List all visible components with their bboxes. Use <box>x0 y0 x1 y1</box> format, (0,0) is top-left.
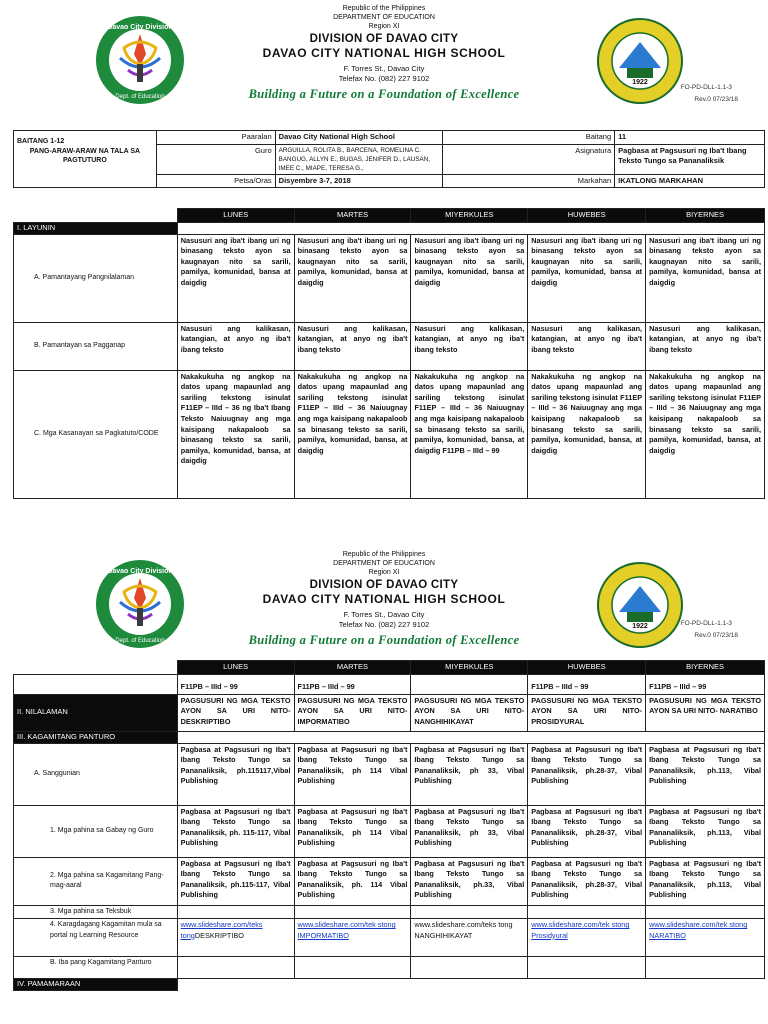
motto-text: Building a Future on a Foundation of Excellence <box>248 633 520 647</box>
nilalaman-cell: PAGSUSURI NG MGA TEKSTO AYON SA URI NITO- DESKRIPTIBO <box>177 694 294 731</box>
nilalaman-cell: PAGSUSURI NG MGA TEKSTO AYON SA URI NITO-IMPORMATIBO <box>294 694 411 731</box>
division-title: DIVISION OF DAVAO CITY <box>309 579 459 591</box>
nilalaman-cell: PAGSUSURI NG MGA TEKSTO AYON SA URI NITO-PROSIDYURAL <box>528 694 646 731</box>
svg-text:1922: 1922 <box>632 623 648 630</box>
svg-text:Davao City Division: Davao City Division <box>107 24 173 31</box>
svg-text:Davao City Division: Davao City Division <box>107 568 173 575</box>
document-page-2 <box>0 548 768 1024</box>
document-title <box>14 131 157 188</box>
table-cell <box>177 905 294 919</box>
row-label-karagdagang-kagamitan: 4. Karagdagang Kagamitan mula sa portal ng Learning Resource <box>14 919 178 957</box>
table-cell: Nasusuri ang kalikasan, katangian, at anyo ng iba't ibang teksto <box>177 322 294 370</box>
resource-link[interactable]: www.slideshare.com/tek stong IMPORMATIBO <box>297 920 396 940</box>
section-layunin: I. LAYUNIN <box>14 222 178 234</box>
baitang-label: Baitang <box>443 131 615 145</box>
table-row <box>14 957 765 979</box>
table-cell: Nasusuri ang kalikasan, katangian, at anyo ng iba't ibang teksto <box>646 322 765 370</box>
school-seal-icon <box>597 562 683 648</box>
row-label-teksbuk: 3. Mga pahina sa Teksbuk <box>14 905 178 919</box>
republic-text: Republic of the Philippines <box>342 551 426 558</box>
table-cell <box>646 919 765 957</box>
revision-code: Rev.0 07/23/18 <box>694 632 738 639</box>
section-pamamaraan-fill <box>177 979 764 991</box>
table-row <box>14 674 765 694</box>
lesson-table-page-2 <box>13 660 765 991</box>
table-cell: Pagbasa at Pagsusuri ng Iba't Ibang Teksto Tungo sa Pananaliksik, ph 33, Vibal Publishing <box>411 805 528 857</box>
table-cell: Pagbasa at Pagsusuri ng Iba't Ibang Teksto Tungo sa Pananaliksik, ph.115117,Vibal Publishing <box>177 743 294 805</box>
asignatura-label: Asignatura <box>443 144 615 174</box>
school-title: DAVAO CITY NATIONAL HIGH SCHOOL <box>262 592 506 606</box>
table-cell <box>294 905 411 919</box>
table-cell <box>528 919 646 957</box>
table-cell: Pagbasa at Pagsusuri ng Iba't Ibang Teksto Tungo sa Pananaliksik, ph 33, Vibal Publishing <box>411 743 528 805</box>
region-text: Region XI <box>368 23 400 30</box>
table-cell <box>646 957 765 979</box>
guro-label: Guro <box>156 144 275 174</box>
markahan-label: Markahan <box>443 174 615 188</box>
table-cell <box>528 957 646 979</box>
table-row <box>14 857 765 905</box>
section-nilalaman: II. NILALAMAN <box>14 694 178 731</box>
resource-link[interactable]: www.slideshare.com/tek stong Prosidyural <box>531 920 630 940</box>
row-label-kasanayan: C. Mga Kasanayan sa Pagkatuto/CODE <box>14 370 178 498</box>
row-label-pagganap: B. Pamantayan sa Pagganap <box>14 322 178 370</box>
code-cell: F11PB – IIId – 99 <box>528 674 646 694</box>
address-text: F. Torres St., Davao City <box>343 64 425 73</box>
section-kagamitan: III. KAGAMITANG PANTURO <box>14 731 178 743</box>
day-header-miyerkules: MIYERKULES <box>411 661 528 675</box>
table-cell <box>14 674 178 694</box>
table-cell: Pagbasa at Pagsusuri ng Iba't Ibang Teksto Tungo sa Pananaliksik, ph 114 Vibal Publishing <box>294 805 411 857</box>
section-kagamitan-fill <box>177 731 764 743</box>
table-row <box>14 370 765 498</box>
table-cell <box>177 957 294 979</box>
day-header-martes: MARTES <box>294 661 411 675</box>
table-cell <box>528 905 646 919</box>
petsa-label: Petsa/Oras <box>156 174 275 188</box>
table-row <box>14 694 765 731</box>
baitang-value: 11 <box>615 131 765 145</box>
day-header-miyerkules: MIYERKULES <box>411 209 528 223</box>
region-text: Region XI <box>368 569 400 576</box>
corner-cell <box>14 209 178 223</box>
row-label-iba-pang-kagamitan: B. Iba pang Kagamitang Panturo <box>14 957 178 979</box>
table-cell: Nakakukuha ng angkop na datos upang mapaunlad ang sariling tekstong isinulat F11EP – IIId – 36 Naiuugnay ang mga kaisipang nakapaloob sa binasang teksto sa sarili, pamilya, komunidad, bansa, at daigdig F11PB – IIId – 99 <box>411 370 528 498</box>
table-row <box>14 322 765 370</box>
svg-text:Dept. of Education: Dept. of Education <box>115 638 165 644</box>
day-header-huwebes: HUWEBES <box>528 661 646 675</box>
table-row <box>14 905 765 919</box>
table-cell: Pagbasa at Pagsusuri ng Iba't Ibang Teksto Tungo sa Pananaliksik, ph.28-37, Vibal Publishing <box>528 743 646 805</box>
table-cell <box>294 919 411 957</box>
code-cell: F11PB – IIId – 99 <box>294 674 411 694</box>
resource-text: www.slideshare.com/teks tong NANGHIHIKAYAT <box>414 920 513 940</box>
table-cell: Nasusuri ang iba't ibang uri ng binasang teksto ayon sa kaugnayan nito sa sarili, pamilya, komunidad, bansa at daigdig <box>177 234 294 322</box>
table-cell: Nasusuri ang kalikasan, katangian, at anyo ng iba't ibang teksto <box>411 322 528 370</box>
table-cell: Pagbasa at Pagsusuri ng Iba't Ibang Teksto Tungo sa Pananaliksik, ph.28-37, Vibal Publishing <box>528 805 646 857</box>
table-cell: Pagbasa at Pagsusuri ng Iba't Ibang Teksto Tungo sa Pananaliksik, ph.28-37, Vibal Publishing <box>528 857 646 905</box>
svg-text:1922: 1922 <box>632 79 648 86</box>
table-cell: Nasusuri ang iba't ibang uri ng binasang teksto ayon sa kaugnayan nito sa sarili, pamilya, komunidad, bansa at daigdig <box>411 234 528 322</box>
school-seal-icon <box>597 18 683 104</box>
table-cell: Nasusuri ang iba't ibang uri ng binasang teksto ayon sa kaugnayan nito sa sarili, pamilya, komunidad, bansa at daigdig <box>294 234 411 322</box>
motto-text: Building a Future on a Foundation of Excellence <box>248 87 520 101</box>
day-header-huwebes: HUWEBES <box>528 209 646 223</box>
code-cell: F11PB – IIId – 99 <box>646 674 765 694</box>
table-row <box>14 919 765 957</box>
revision-code: Rev.0 07/23/18 <box>694 96 738 103</box>
department-text: DEPARTMENT OF EDUCATION <box>333 14 435 21</box>
letterhead <box>0 548 768 660</box>
form-code: FO-PD-DLL-1.1-3 <box>680 620 732 627</box>
division-title: DIVISION OF DAVAO CITY <box>309 33 459 45</box>
row-label-kagamitang-mag-aaral: 2. Mga pahina sa Kagamitang Pang-mag-aaral <box>14 857 178 905</box>
table-cell: Pagbasa at Pagsusuri ng Iba't Ibang Teksto Tungo sa Pananaliksik, ph.115-117, Vibal Publishing <box>177 857 294 905</box>
nilalaman-cell: PAGSUSURI NG MGA TEKSTO AYON SA URI NITO- NARATIBO <box>646 694 765 731</box>
day-header-martes: MARTES <box>294 209 411 223</box>
table-cell: Nakakukuha ng angkop na datos upang mapaunlad ang sariling tekstong isinulat F11EP – IIId – 36 Naiuugnay ang mga kaisipang nakapaloob sa binasang teksto sa sarili, pamilya, komunidad, bansa, at daigdig <box>294 370 411 498</box>
resource-link-tail: DESKRIPTIBO <box>194 930 244 940</box>
table-cell <box>411 957 528 979</box>
section-layunin-fill <box>177 222 764 234</box>
table-cell: Nakakukuha ng angkop na datos upang mapaunlad ang sariling tekstong isinulat F11EP – IIId – 36 Naiuugnay ang mga kaisipang nakapaloob sa binasang teksto sa sarili, pamilya, komunidad, bansa, at daigdig <box>646 370 765 498</box>
table-cell: Nasusuri ang kalikasan, katangian, at anyo ng iba't ibang teksto <box>294 322 411 370</box>
markahan-value: IKATLONG MARKAHAN <box>615 174 765 188</box>
table-cell: Nasusuri ang kalikasan, katangian, at anyo ng iba't ibang teksto <box>528 322 646 370</box>
day-header-lunes: LUNES <box>177 209 294 223</box>
paaralan-label: Paaralan <box>156 131 275 145</box>
table-cell: Pagbasa at Pagsusuri ng Iba't Ibang Teksto Tungo sa Pananaliksik, ph.113, Vibal Publishing <box>646 805 765 857</box>
school-title: DAVAO CITY NATIONAL HIGH SCHOOL <box>262 46 506 60</box>
section-pamamaraan: IV. PAMAMARAAN <box>14 979 178 991</box>
row-label-pangnilalaman: A. Pamantayang Pangnilalaman <box>14 234 178 322</box>
table-cell: Nakakukuha ng angkop na datos upang mapaunlad ang sariling tekstong isinulat F11EP – IIId – 36 ng Iba't Ibang Teksto Naiuugnay ang mga kaisipang nakapaloob sa binasang teksto sa sarili, pamilya, komunidad, bansa, at daigdig <box>177 370 294 498</box>
code-cell <box>411 674 528 694</box>
petsa-value: Disyembre 3-7, 2018 <box>275 174 443 188</box>
table-cell: Pagbasa at Pagsusuri ng Iba't Ibang Teksto Tungo sa Pananaliksik, ph.113, Vibal Publishing <box>646 857 765 905</box>
asignatura-value: Pagbasa at Pagsusuri ng Iba't Ibang Teksto Tungo sa Pananaliksik <box>615 144 765 174</box>
row-label-gabay-guro: 1. Mga pahina sa Gabay ng Guro <box>14 805 178 857</box>
day-header-lunes: LUNES <box>177 661 294 675</box>
telefax-text: Telefax No. (082) 227 9102 <box>338 620 430 629</box>
resource-link[interactable]: www.slideshare.com/teks tong <box>180 920 263 940</box>
table-cell: Pagbasa at Pagsusuri ng Iba't Ibang Teksto Tungo sa Pananaliksik, ph.33, Vibal Publishing <box>411 857 528 905</box>
info-table <box>13 130 765 188</box>
table-cell: Pagbasa at Pagsusuri ng Iba't Ibang Teksto Tungo sa Pananaliksik, ph 114 Vibal Publishing <box>294 743 411 805</box>
letterhead <box>0 0 768 120</box>
document-title-line-1: BAITANG 1-12 <box>17 138 65 145</box>
paaralan-value: Davao City National High School <box>275 131 443 145</box>
resource-link[interactable]: www.slideshare.com/tek stong NARATIBO <box>649 920 748 940</box>
table-cell: Pagbasa at Pagsusuri ng Iba't Ibang Teksto Tungo sa Pananaliksik, ph. 115-117, Vibal Publishing <box>177 805 294 857</box>
table-cell: Pagbasa at Pagsusuri ng Iba't Ibang Teksto Tungo sa Pananaliksik, ph.113, Vibal Publishing <box>646 743 765 805</box>
table-row <box>14 234 765 322</box>
address-text: F. Torres St., Davao City <box>343 610 425 619</box>
nilalaman-cell: PAGSUSURI NG MGA TEKSTO AYON SA URI NITO-NANGHIHIKAYAT <box>411 694 528 731</box>
table-cell: Nasusuri ang iba't ibang uri ng binasang teksto ayon sa kaugnayan nito sa sarili, pamilya, komunidad, bansa at daigdig <box>528 234 646 322</box>
table-cell <box>646 905 765 919</box>
table-cell <box>411 919 528 957</box>
table-cell: Pagbasa at Pagsusuri ng Iba't Ibang Teksto Tungo sa Pananaliksik, ph. 114 Vibal Publishing <box>294 857 411 905</box>
svg-text:Dept. of Education: Dept. of Education <box>115 94 165 100</box>
table-row <box>14 743 765 805</box>
guro-value: ARGUILLA, ROLITA B., BARCENA, ROMELINA C. BANGUG, ALLYN E., BUGAS, JENIFER D., LAUSAN, IMEE C., MIAPE, TERESA G., <box>275 144 443 174</box>
code-cell: F11PB – IIId – 99 <box>177 674 294 694</box>
lesson-table-page-1 <box>13 208 765 499</box>
day-header-biyernes: BIYERNES <box>646 209 765 223</box>
table-cell <box>177 919 294 957</box>
form-code: FO-PD-DLL-1.1-3 <box>680 84 732 91</box>
document-title-line-2: PANG-ARAW-ARAW NA TALA SA PAGTUTURO <box>29 147 141 164</box>
table-cell: Nasusuri ang iba't ibang uri ng binasang teksto ayon sa kaugnayan nito sa sarili, pamilya, komunidad, bansa at daigdig <box>646 234 765 322</box>
corner-cell <box>14 661 178 675</box>
table-row <box>14 805 765 857</box>
department-text: DEPARTMENT OF EDUCATION <box>333 560 435 567</box>
table-cell <box>294 957 411 979</box>
day-header-biyernes: BIYERNES <box>646 661 765 675</box>
row-label-sanggunian: A. Sanggunian <box>14 743 178 805</box>
table-cell <box>411 905 528 919</box>
telefax-text: Telefax No. (082) 227 9102 <box>338 74 430 83</box>
republic-text: Republic of the Philippines <box>342 5 426 12</box>
table-cell: Nakakukuha ng angkop na datos upang mapaunlad ang sariling tekstong isinulat F11EP – IIId – 36 Naiuugnay ang mga kaisipang nakapaloob sa binasang teksto sa sarili, pamilya, komunidad, bansa, at daigdig <box>528 370 646 498</box>
